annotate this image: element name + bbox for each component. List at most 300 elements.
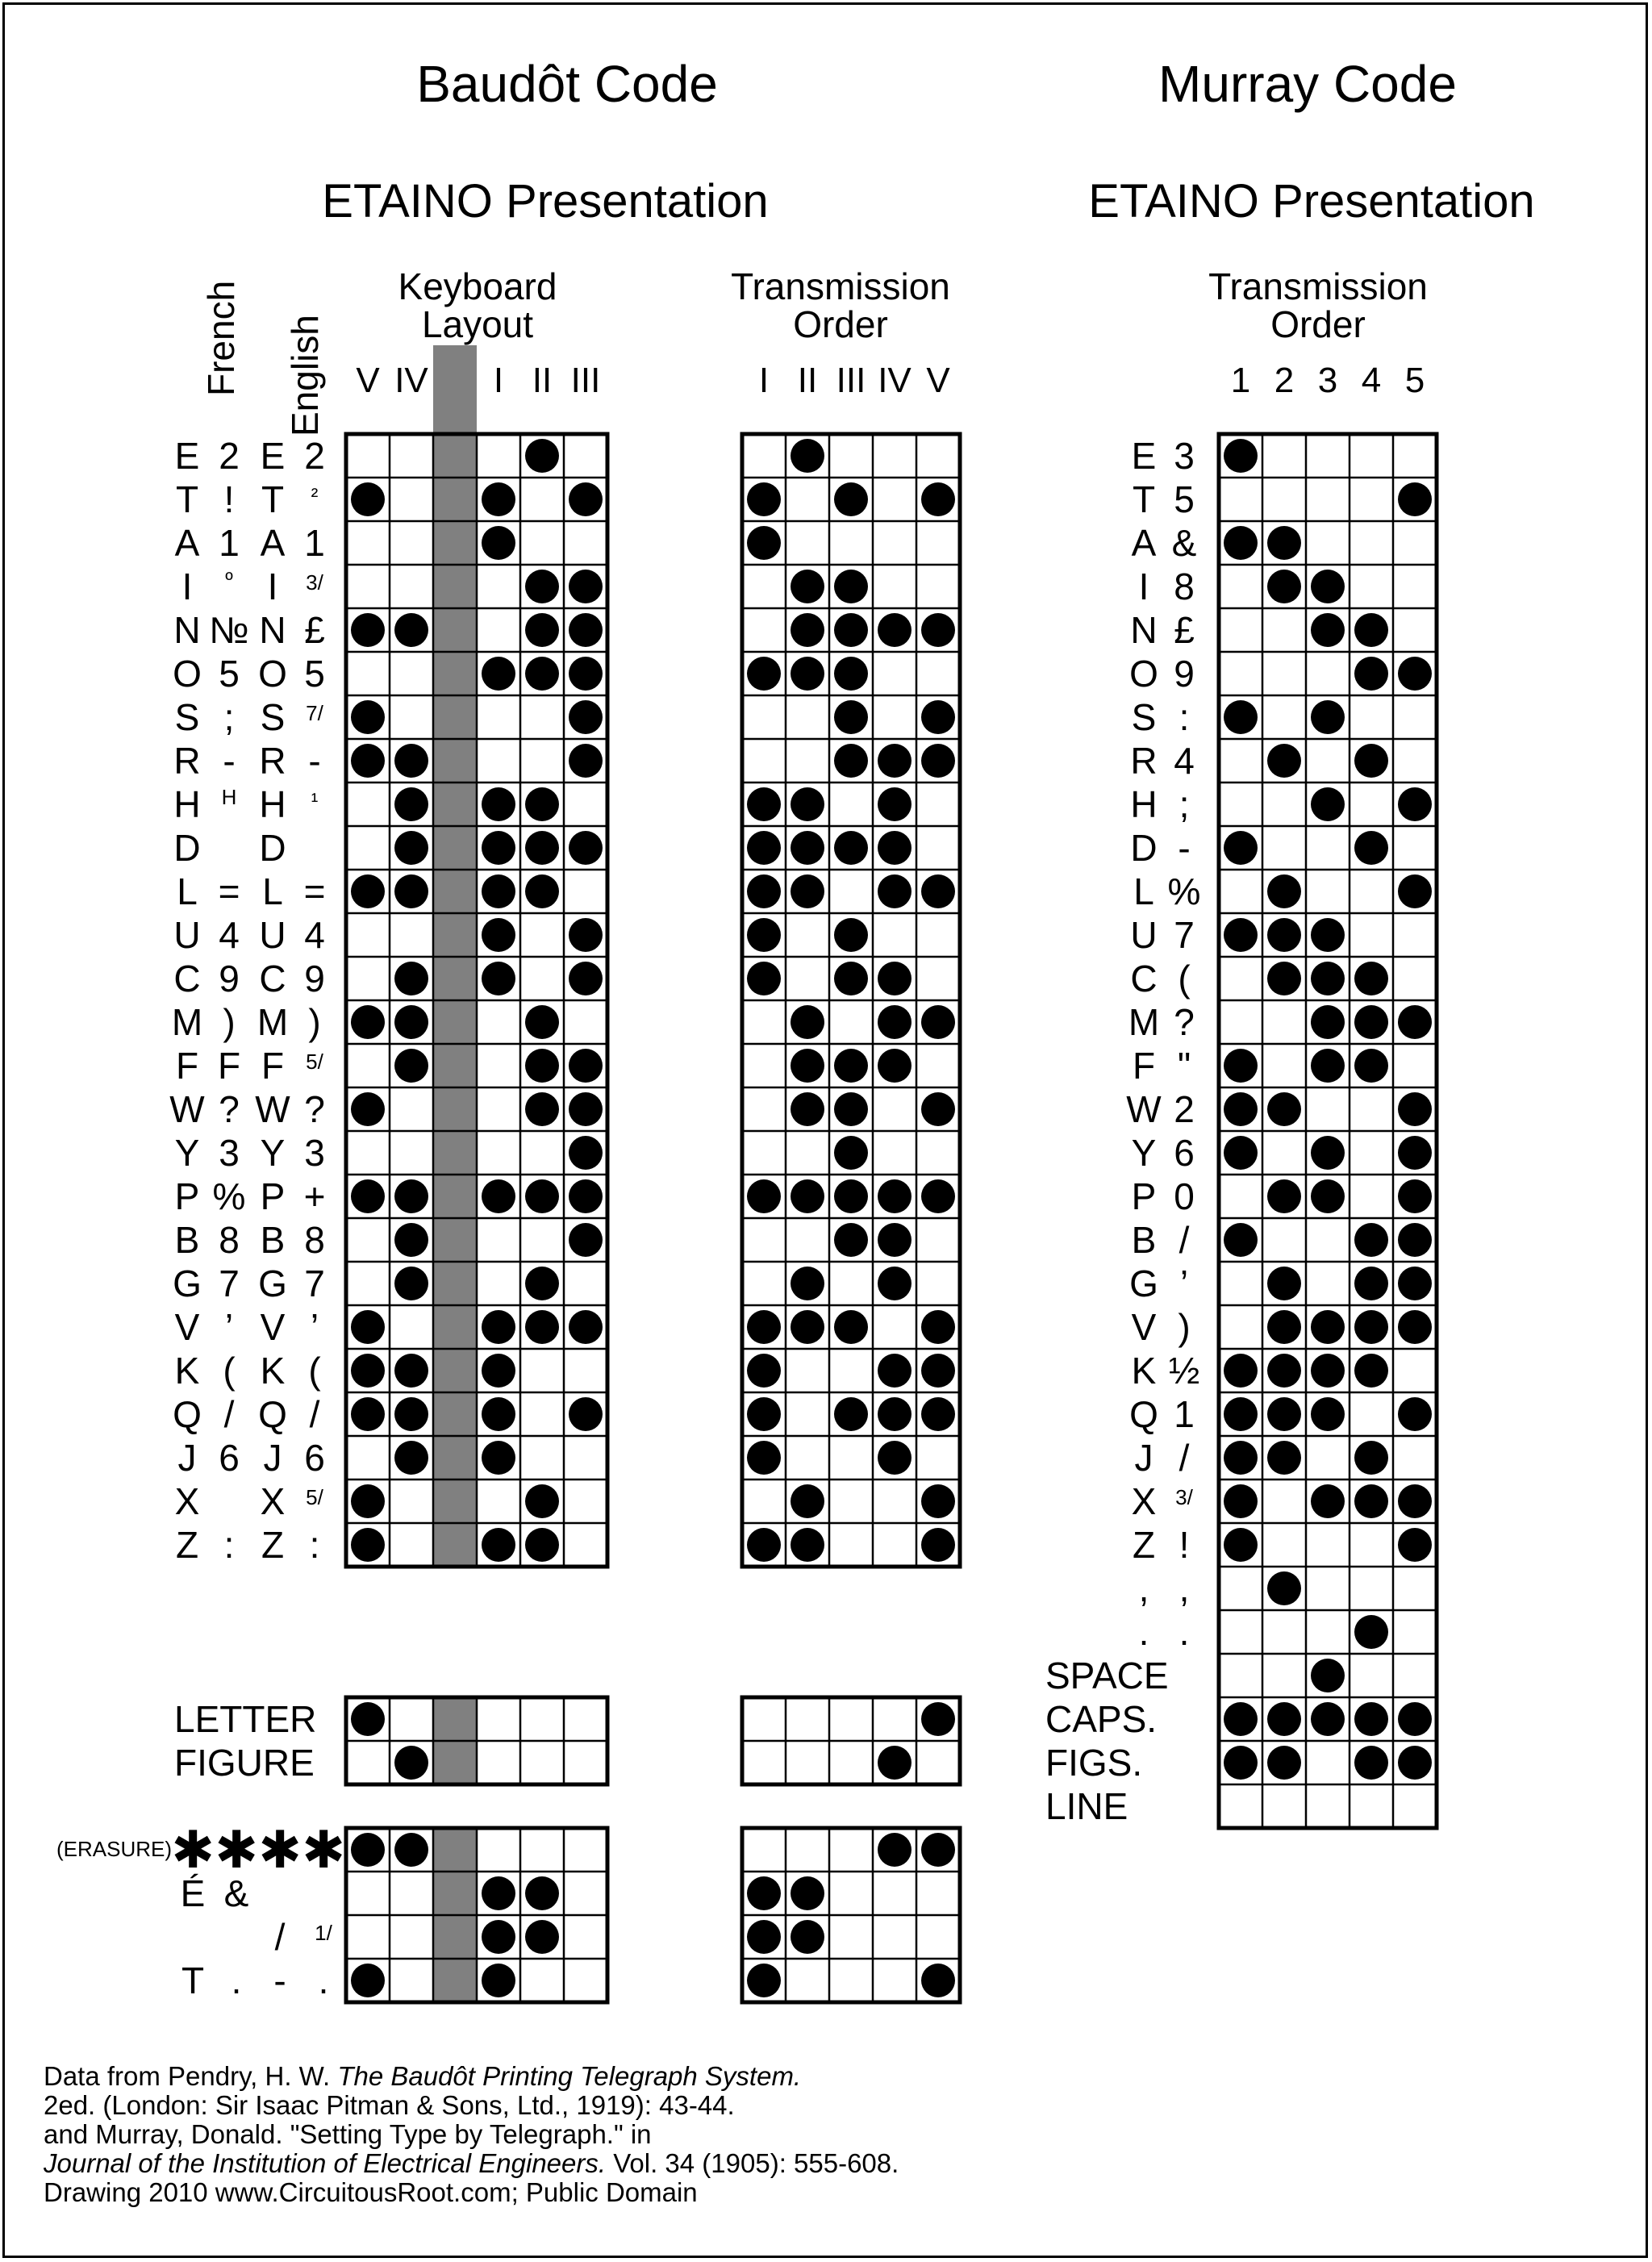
murray-figure: ½	[1168, 1350, 1200, 1392]
baudot-transmission-column-label: II	[797, 361, 818, 400]
baudot-keyboard-hole	[525, 1092, 559, 1126]
baudot-keyboard-hole	[525, 831, 559, 865]
french-letter: F	[175, 1045, 199, 1087]
english-figure: =	[303, 870, 326, 912]
extra-character: .	[318, 1959, 329, 2001]
murray-figure: 2	[1174, 1088, 1195, 1130]
baudot-keyboard-hole	[482, 787, 515, 821]
murray-title: Murray Code	[1158, 55, 1457, 113]
english-letter: O	[258, 653, 287, 695]
baudot-keyboard-hole	[351, 613, 385, 647]
baudot-keyboard-hole	[569, 1092, 603, 1126]
citation-author: Data from Pendry, H. W.	[44, 2061, 338, 2091]
english-figure: 5/	[306, 1050, 323, 1074]
baudot-transmission-hole	[747, 657, 781, 691]
murray-transmission-hole	[1311, 918, 1345, 952]
murray-transmission-hole	[1267, 1267, 1301, 1300]
baudot-transmission-hole	[747, 962, 781, 995]
murray-transmission-hole	[1354, 1005, 1388, 1039]
baudot-keyboard-hole	[482, 1528, 515, 1562]
english-letter: J	[263, 1437, 282, 1479]
murray-transmission-hole	[1354, 1223, 1388, 1257]
baudot-keyboard-hole	[525, 874, 559, 908]
english-figure: 7/	[306, 701, 323, 725]
baudot-transmission-column-label: IV	[878, 361, 912, 400]
baudot-keyboard-hole	[569, 657, 603, 691]
french-figure: (	[223, 1350, 236, 1392]
english-letter: K	[260, 1350, 286, 1392]
baudot-transmission-hole	[921, 1484, 955, 1518]
baudot-transmission-hole	[834, 744, 868, 778]
french-letter: X	[174, 1480, 200, 1522]
english-letter: Y	[260, 1132, 286, 1174]
french-figure: H	[221, 785, 237, 809]
english-letter: A	[260, 522, 286, 564]
murray-figure: .	[1179, 1611, 1190, 1653]
baudot-transmission-hole	[921, 613, 955, 647]
french-figure: 8	[219, 1219, 240, 1261]
french-letter: S	[174, 696, 200, 738]
baudot-keyboard-hole	[394, 831, 428, 865]
french-letter: W	[169, 1088, 205, 1130]
english-letter: G	[258, 1262, 287, 1304]
shift-label: LETTER	[174, 1698, 317, 1740]
keyboard-column-label: IV	[394, 361, 428, 400]
english-figure: 3/	[306, 570, 323, 595]
french-figure: 7	[219, 1262, 240, 1304]
extra-transmission-hole	[747, 1920, 781, 1954]
murray-transmission-hole	[1354, 1615, 1388, 1649]
extra-character: T	[181, 1959, 205, 2001]
murray-transmission-hole	[1354, 1354, 1388, 1388]
baudot-transmission-hole	[747, 1528, 781, 1562]
murray-letter: J	[1134, 1437, 1153, 1479]
french-figure: :	[223, 1524, 235, 1566]
baudot-transmission-hole	[921, 1354, 955, 1388]
baudot-keyboard-hole	[351, 1179, 385, 1213]
baudot-transmission-hole	[834, 962, 868, 995]
baudot-keyboard-hole	[351, 1484, 385, 1518]
french-letter: P	[174, 1175, 200, 1217]
baudot-transmission-hole	[878, 1354, 912, 1388]
murray-transmission-hole	[1354, 1746, 1388, 1780]
murray-transmission-hole	[1398, 1179, 1432, 1213]
baudot-transmission-hole	[921, 874, 955, 908]
murray-letter: R	[1130, 740, 1158, 782]
baudot-keyboard-hole	[525, 787, 559, 821]
baudot-keyboard-hole	[482, 526, 515, 560]
baudot-transmission-hole	[747, 787, 781, 821]
baudot-keyboard-hole	[482, 1397, 515, 1431]
french-letter: K	[174, 1350, 200, 1392]
english-figure: 4	[304, 914, 325, 956]
extra-character: .	[231, 1959, 242, 2001]
baudot-transmission-hole	[878, 787, 912, 821]
baudot-transmission-header-line2: Order	[793, 303, 888, 345]
murray-transmission-hole	[1311, 700, 1345, 734]
french-figure: №	[209, 609, 249, 651]
murray-transmission-hole	[1311, 1310, 1345, 1344]
french-figure: 3	[219, 1132, 240, 1174]
baudot-keyboard-hole	[482, 482, 515, 516]
murray-transmission-hole	[1224, 1484, 1258, 1518]
baudot-keyboard-hole	[351, 482, 385, 516]
baudot-transmission-hole	[834, 613, 868, 647]
murray-letter: D	[1130, 827, 1158, 869]
keyboard-column-label: I	[493, 361, 504, 400]
baudot-transmission-hole	[747, 1397, 781, 1431]
baudot-transmission-hole	[921, 1005, 955, 1039]
shift-keyboard-hole	[394, 1746, 428, 1780]
english-figure: 3	[304, 1132, 325, 1174]
murray-transmission-hole	[1224, 1092, 1258, 1126]
baudot-transmission-hole	[791, 787, 824, 821]
french-figure: 2	[219, 435, 240, 477]
french-letter: L	[177, 870, 198, 912]
english-letter: L	[262, 870, 283, 912]
extra-character: 1/	[315, 1921, 332, 1945]
murray-figure: 9	[1174, 653, 1195, 695]
murray-transmission-hole	[1398, 657, 1432, 691]
murray-transmission-hole	[1398, 1746, 1432, 1780]
french-letter: Z	[175, 1524, 199, 1566]
baudot-transmission-hole	[921, 1092, 955, 1126]
baudot-transmission-hole	[834, 657, 868, 691]
murray-transmission-hole	[1311, 1049, 1345, 1083]
murray-transmission-hole	[1224, 831, 1258, 865]
baudot-transmission-hole	[878, 1397, 912, 1431]
english-letter: F	[261, 1045, 285, 1087]
murray-transmission-hole	[1267, 874, 1301, 908]
murray-transmission-hole	[1311, 1005, 1345, 1039]
murray-letter: SPACE	[1045, 1655, 1169, 1696]
murray-figure: (	[1178, 958, 1191, 1000]
french-letter: C	[173, 958, 201, 1000]
french-letter: T	[175, 478, 199, 520]
baudot-transmission-hole	[791, 570, 824, 603]
baudot-keyboard-hole	[351, 874, 385, 908]
baudot-chart	[56, 345, 960, 2002]
baudot-keyboard-hole	[482, 1354, 515, 1388]
murray-figure: 7	[1174, 914, 1195, 956]
baudot-transmission-hole	[834, 1310, 868, 1344]
baudot-keyboard-hole	[569, 570, 603, 603]
murray-transmission-hole	[1224, 918, 1258, 952]
baudot-keyboard-hole	[525, 1528, 559, 1562]
french-figure: %	[212, 1175, 246, 1217]
baudot-transmission-hole	[834, 1092, 868, 1126]
baudot-keyboard-hole	[351, 1092, 385, 1126]
french-letter: E	[174, 435, 200, 477]
extra-character: ✱	[302, 1821, 345, 1879]
baudot-transmission-column-label: V	[926, 361, 950, 400]
baudot-keyboard-hole	[394, 1267, 428, 1300]
murray-letter: FIGS.	[1045, 1742, 1143, 1784]
murray-transmission-hole	[1398, 787, 1432, 821]
source-citation	[44, 2062, 1173, 2207]
murray-figure: !	[1179, 1524, 1190, 1566]
english-letter: I	[267, 566, 278, 607]
murray-transmission-hole	[1267, 1702, 1301, 1736]
baudot-keyboard-hole	[351, 1005, 385, 1039]
baudot-transmission-hole	[834, 1136, 868, 1170]
murray-column-label: 5	[1404, 361, 1425, 400]
murray-transmission-header-line1: Transmission	[1208, 265, 1428, 307]
baudot-transmission-hole	[747, 1441, 781, 1475]
code-chart-page	[2, 2, 1648, 2258]
extra-transmission-hole	[878, 1833, 912, 1867]
baudot-transmission-hole	[791, 439, 824, 473]
extra-character: ✱	[171, 1821, 215, 1879]
erasure-label: (ERASURE)	[56, 1837, 173, 1861]
murray-letter: F	[1132, 1045, 1156, 1087]
baudot-transmission-hole	[791, 1092, 824, 1126]
french-figure: -	[223, 740, 236, 782]
baudot-transmission-hole	[921, 700, 955, 734]
baudot-keyboard-hole	[569, 482, 603, 516]
keyboard-column-label: II	[532, 361, 553, 400]
english-figure: -	[308, 740, 321, 782]
baudot-transmission-hole	[921, 1528, 955, 1562]
murray-transmission-hole	[1224, 439, 1258, 473]
murray-letter: E	[1131, 435, 1157, 477]
french-figure: F	[217, 1045, 241, 1087]
baudot-transmission-hole	[834, 918, 868, 952]
french-letter: D	[173, 827, 201, 869]
baudot-keyboard-hole	[482, 962, 515, 995]
english-figure: /	[309, 1393, 320, 1435]
english-letter: W	[255, 1088, 290, 1130]
extra-keyboard-hole	[351, 1833, 385, 1867]
baudot-keyboard-hole	[351, 700, 385, 734]
baudot-keyboard-hole	[569, 962, 603, 995]
baudot-keyboard-hole	[569, 744, 603, 778]
murray-column-label: 4	[1361, 361, 1382, 400]
murray-figure: ,	[1179, 1567, 1190, 1609]
extra-character: ✱	[215, 1821, 258, 1879]
baudot-transmission-hole	[791, 1310, 824, 1344]
baudot-keyboard-hole	[525, 657, 559, 691]
murray-transmission-hole	[1224, 1049, 1258, 1083]
baudot-keyboard-hole	[394, 1223, 428, 1257]
murray-figure: 3/	[1175, 1485, 1193, 1509]
baudot-transmission-hole	[834, 1049, 868, 1083]
murray-figure: -	[1178, 827, 1191, 869]
baudot-transmission-hole	[834, 831, 868, 865]
french-figure: 5	[219, 653, 240, 695]
french-letter: J	[177, 1437, 197, 1479]
french-letter: V	[174, 1306, 200, 1348]
murray-transmission-hole	[1398, 1005, 1432, 1039]
keyboard-column-label: III	[570, 361, 601, 400]
baudot-keyboard-hole	[482, 918, 515, 952]
murray-figure: 0	[1174, 1175, 1195, 1217]
english-figure: +	[303, 1175, 326, 1217]
murray-letter: K	[1131, 1350, 1157, 1392]
murray-transmission-hole	[1354, 657, 1388, 691]
english-figure: 2	[304, 435, 325, 477]
murray-transmission-hole	[1398, 1528, 1432, 1562]
murray-letter: W	[1126, 1088, 1162, 1130]
baudot-transmission-hole	[834, 700, 868, 734]
murray-figure: 8	[1174, 566, 1195, 607]
murray-chart	[1045, 361, 1437, 1828]
murray-transmission-hole	[1224, 700, 1258, 734]
baudot-keyboard-hole	[525, 1267, 559, 1300]
baudot-transmission-hole	[921, 744, 955, 778]
murray-letter: LINE	[1045, 1785, 1128, 1827]
murray-subtitle: ETAINO Presentation	[1088, 175, 1535, 227]
baudot-keyboard-hole	[525, 570, 559, 603]
baudot-transmission-hole	[747, 874, 781, 908]
murray-transmission-hole	[1354, 831, 1388, 865]
baudot-transmission-header-line1: Transmission	[731, 265, 950, 307]
murray-transmission-hole	[1224, 1136, 1258, 1170]
english-figure: £	[304, 609, 325, 651]
murray-transmission-hole	[1311, 1484, 1345, 1518]
murray-figure: 5	[1174, 478, 1195, 520]
murray-transmission-hole	[1224, 1354, 1258, 1388]
english-figure: :	[309, 1524, 320, 1566]
baudot-transmission-hole	[791, 657, 824, 691]
english-letter: S	[260, 696, 286, 738]
english-letter: D	[259, 827, 286, 869]
english-letter: Z	[261, 1524, 285, 1566]
murray-transmission-hole	[1398, 1397, 1432, 1431]
baudot-keyboard-hole	[525, 1179, 559, 1213]
extra-keyboard-hole	[394, 1833, 428, 1867]
baudot-keyboard-hole	[569, 1223, 603, 1257]
baudot-keyboard-hole	[525, 1484, 559, 1518]
murray-transmission-hole	[1224, 1702, 1258, 1736]
extra-keyboard-hole	[482, 1920, 515, 1954]
murray-transmission-hole	[1311, 962, 1345, 995]
murray-transmission-hole	[1311, 1702, 1345, 1736]
citation-line-4	[44, 2149, 1173, 2178]
murray-transmission-hole	[1398, 1136, 1432, 1170]
baudot-transmission-hole	[878, 744, 912, 778]
murray-transmission-hole	[1224, 1441, 1258, 1475]
murray-letter: A	[1131, 522, 1157, 564]
baudot-transmission-hole	[878, 1267, 912, 1300]
extra-keyboard-hole	[482, 1964, 515, 1997]
baudot-transmission-hole	[878, 874, 912, 908]
extra-keyboard-hole	[525, 1920, 559, 1954]
keyboard-column-label: V	[356, 361, 380, 400]
french-figure: =	[218, 870, 240, 912]
baudot-keyboard-hole	[351, 1528, 385, 1562]
baudot-transmission-hole	[791, 1005, 824, 1039]
extra-character: ✱	[258, 1821, 302, 1879]
murray-figure: £	[1174, 609, 1195, 651]
murray-transmission-hole	[1267, 1354, 1301, 1388]
french-figure: 4	[219, 914, 240, 956]
baudot-transmission-hole	[834, 1179, 868, 1213]
english-letter: Q	[258, 1393, 287, 1435]
baudot-subtitle: ETAINO Presentation	[322, 175, 769, 227]
english-figure: 7	[304, 1262, 325, 1304]
extra-character: -	[273, 1959, 286, 2001]
baudot-transmission-hole	[747, 526, 781, 560]
baudot-keyboard-hole	[482, 1179, 515, 1213]
french-figure: 1	[219, 522, 240, 564]
murray-transmission-hole	[1398, 874, 1432, 908]
murray-transmission-hole	[1398, 1310, 1432, 1344]
baudot-keyboard-hole	[394, 1354, 428, 1388]
french-letter: U	[173, 914, 201, 956]
baudot-transmission-hole	[747, 831, 781, 865]
french-figure: ’	[224, 1306, 234, 1348]
baudot-transmission-hole	[791, 1179, 824, 1213]
murray-transmission-hole	[1224, 1223, 1258, 1257]
baudot-transmission-hole	[878, 1179, 912, 1213]
murray-letter: X	[1131, 1480, 1157, 1522]
murray-letter: L	[1133, 870, 1154, 912]
baudot-transmission-hole	[921, 1310, 955, 1344]
baudot-transmission-hole	[878, 1223, 912, 1257]
english-figure: 5	[304, 653, 325, 695]
baudot-transmission-hole	[834, 1223, 868, 1257]
murray-transmission-hole	[1398, 1267, 1432, 1300]
baudot-keyboard-hole	[394, 744, 428, 778]
english-column-label: English	[284, 315, 326, 436]
murray-transmission-hole	[1354, 1049, 1388, 1083]
murray-transmission-hole	[1354, 613, 1388, 647]
murray-letter: O	[1129, 653, 1158, 695]
murray-transmission-hole	[1311, 570, 1345, 603]
baudot-keyboard-hole	[394, 1441, 428, 1475]
baudot-transmission-column-label: I	[758, 361, 770, 400]
murray-letter: CAPS.	[1045, 1698, 1158, 1740]
french-column-label: French	[200, 280, 242, 396]
baudot-keyboard-hole	[569, 613, 603, 647]
shift-label: FIGURE	[174, 1742, 315, 1784]
baudot-keyboard-hole	[525, 613, 559, 647]
baudot-keyboard-hole	[569, 1049, 603, 1083]
murray-figure: 1	[1174, 1393, 1195, 1435]
murray-transmission-hole	[1267, 1571, 1301, 1605]
french-letter: R	[173, 740, 201, 782]
murray-letter: Q	[1129, 1393, 1158, 1435]
murray-transmission-hole	[1354, 1267, 1388, 1300]
murray-transmission-header-line2: Order	[1270, 303, 1366, 345]
murray-transmission-hole	[1267, 1746, 1301, 1780]
english-letter: R	[259, 740, 286, 782]
murray-transmission-hole	[1398, 1484, 1432, 1518]
murray-letter: P	[1131, 1175, 1157, 1217]
murray-figure: &	[1171, 522, 1197, 564]
murray-transmission-hole	[1224, 1397, 1258, 1431]
french-figure: ?	[219, 1088, 240, 1130]
baudot-transmission-column-label: III	[836, 361, 866, 400]
baudot-keyboard-hole	[569, 831, 603, 865]
murray-transmission-hole	[1267, 1092, 1301, 1126]
english-letter: U	[259, 914, 286, 956]
baudot-keyboard-hole	[394, 1005, 428, 1039]
extra-character: É	[180, 1872, 206, 1914]
murray-transmission-hole	[1311, 787, 1345, 821]
murray-transmission-hole	[1354, 744, 1388, 778]
french-letter: Q	[173, 1393, 202, 1435]
murray-transmission-hole	[1311, 1179, 1345, 1213]
baudot-transmission-hole	[878, 962, 912, 995]
extra-character: /	[274, 1916, 286, 1958]
english-figure: 5/	[306, 1485, 323, 1509]
murray-transmission-hole	[1267, 570, 1301, 603]
murray-letter: Y	[1131, 1132, 1157, 1174]
murray-transmission-hole	[1267, 526, 1301, 560]
murray-figure: /	[1179, 1437, 1190, 1479]
